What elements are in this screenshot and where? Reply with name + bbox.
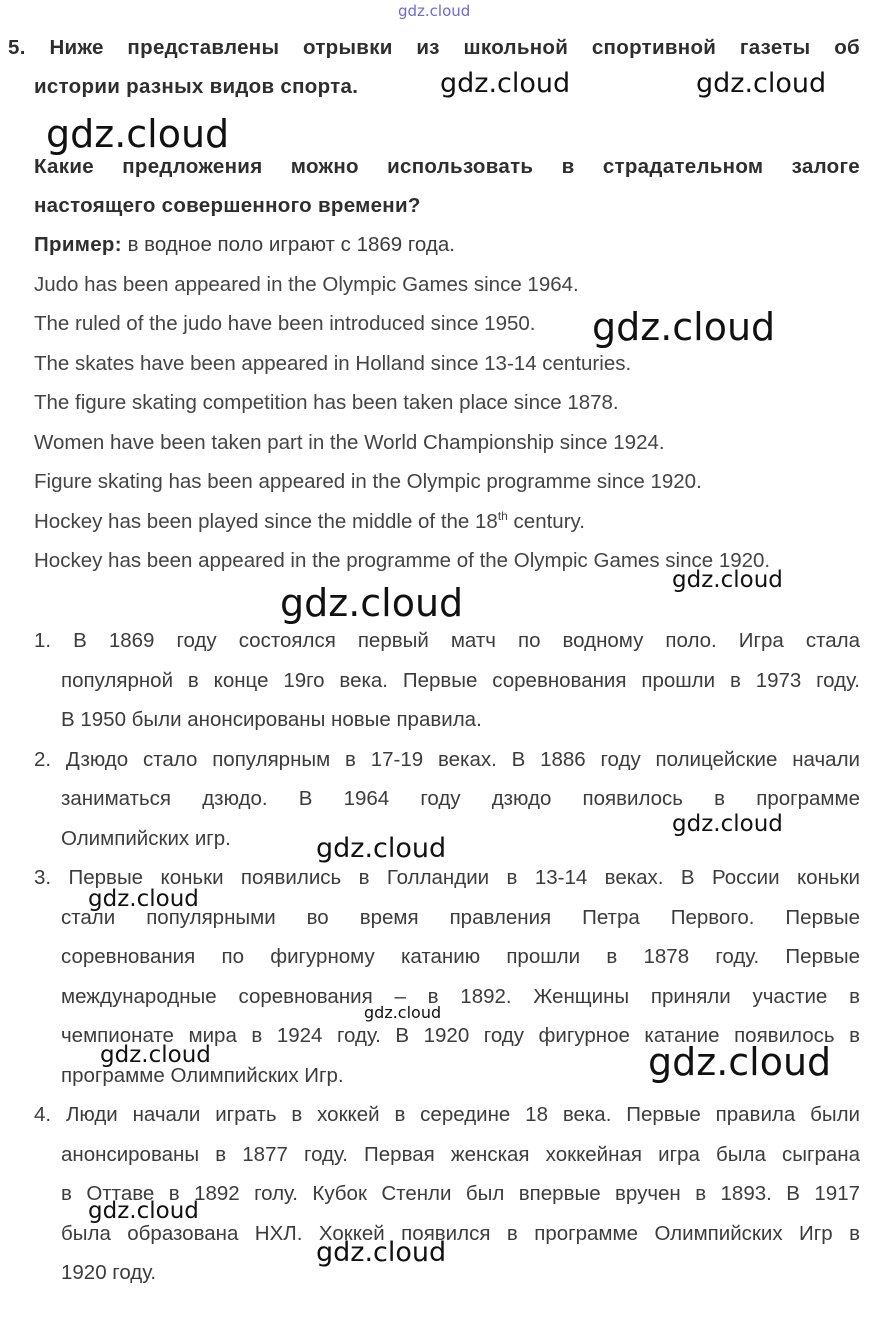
watermark: gdz.cloud [696,68,827,99]
watermark: gdz.cloud [88,1198,199,1224]
watermark: gdz.cloud [592,305,776,349]
sentence-1: Judo has been appeared in the Olympic Games since 1964. [34,273,579,296]
list-item-4-line3: в Оттаве в 1892 голу. Кубок Стенли был впервые вручен в 1893. В 1917 [61,1182,860,1205]
list-item-3-line5: чемпионате мира в 1924 году. В 1920 году фигурное катание появилось в [61,1024,860,1047]
task-number: 5. [8,36,26,59]
list-item-3-line4: международные соревнования – в 1892. Женщины приняли участие в [61,985,860,1008]
task-question-line1: Какие предложения можно использовать в страдательном залоге [34,155,860,178]
task-title-line2: истории разных видов спорта. [34,75,359,98]
watermark: gdz.cloud [280,581,464,625]
list-number: 2. [34,748,52,771]
sentence-2: The ruled of the judo have been introduced since 1950. [34,312,536,335]
watermark: gdz.cloud [316,1237,447,1268]
list-item-4-line4: была образована НХЛ. Хоккей появился в программе Олимпийских Игр в [61,1222,860,1245]
sentence-8: Hockey has been appeared in the programme of the Olympic Games since 1920. [34,549,771,572]
watermark: gdz.cloud [440,68,571,99]
watermark: gdz.cloud [364,1003,442,1022]
list-item-3-line1: 3. Первые коньки появились в Голландии в 13-14 веках. В России коньки [34,866,860,889]
task-title-line1: 5. Ниже представлены отрывки из школьной спортивной газеты об [8,36,860,59]
example-label: Пример: [34,233,122,256]
list-item-2-line1: 2. Дзюдо стало популярным в 17-19 веках. В 1886 году полицейские начали [34,748,860,771]
list-item-1-line3: В 1950 были анонсированы новые правила. [61,708,482,731]
task-question-line2: настоящего совершенного времени? [34,194,421,217]
list-number: 1. [34,629,52,652]
list-item-3-line3: соревнования по фигурному катанию прошли в 1878 году. Первые [61,945,860,968]
list-item-1-line2: популярной в конце 19го века. Первые соревнования прошли в 1973 году. [61,669,860,692]
list-item-4-line2: анонсированы в 1877 году. Первая женская хоккейная игра была сыграна [61,1143,860,1166]
sentence-5: Women have been taken part in the World Championship since 1924. [34,431,665,454]
example-line [34,232,860,258]
list-item-2-line3: Олимпийских игр. [61,827,231,850]
list-item-2-line2: заниматься дзюдо. В 1964 году дзюдо появилось в программе [61,787,860,810]
list-item-1-line1: 1. В 1869 году состоялся первый матч по водному поло. Игра стала [34,629,860,652]
list-item-3-line2: стали популярными во время правления Петра Первого. Первые [61,906,860,929]
watermark: gdz.cloud [672,567,783,593]
watermark: gdz.cloud [88,886,199,912]
sentence-3: The skates have been appeared in Holland since 13-14 centuries. [34,352,632,375]
watermark: gdz.cloud [316,833,447,864]
sentence-7: Hockey has been played since the middle of the 18th century. [34,509,585,533]
list-item-4-line5: 1920 году. [61,1261,157,1284]
list-item-4-line1: 4. Люди начали играть в хоккей в середине 18 века. Первые правила были [34,1103,861,1126]
sentence-4: The figure skating competition has been taken place since 1878. [34,391,619,414]
watermark: gdz.cloud [672,811,783,837]
sentence-6: Figure skating has been appeared in the Olympic programme since 1920. [34,470,702,493]
watermark: gdz.cloud [46,112,230,156]
example-text: в водное поло играют с 1869 года. [121,233,455,256]
list-item-3-line6: программе Олимпийских Игр. [61,1064,344,1087]
watermark-top: gdz.cloud [398,2,471,20]
list-number: 4. [34,1103,52,1126]
watermark: gdz.cloud [648,1040,832,1084]
watermark: gdz.cloud [100,1042,211,1068]
list-number: 3. [34,866,52,889]
